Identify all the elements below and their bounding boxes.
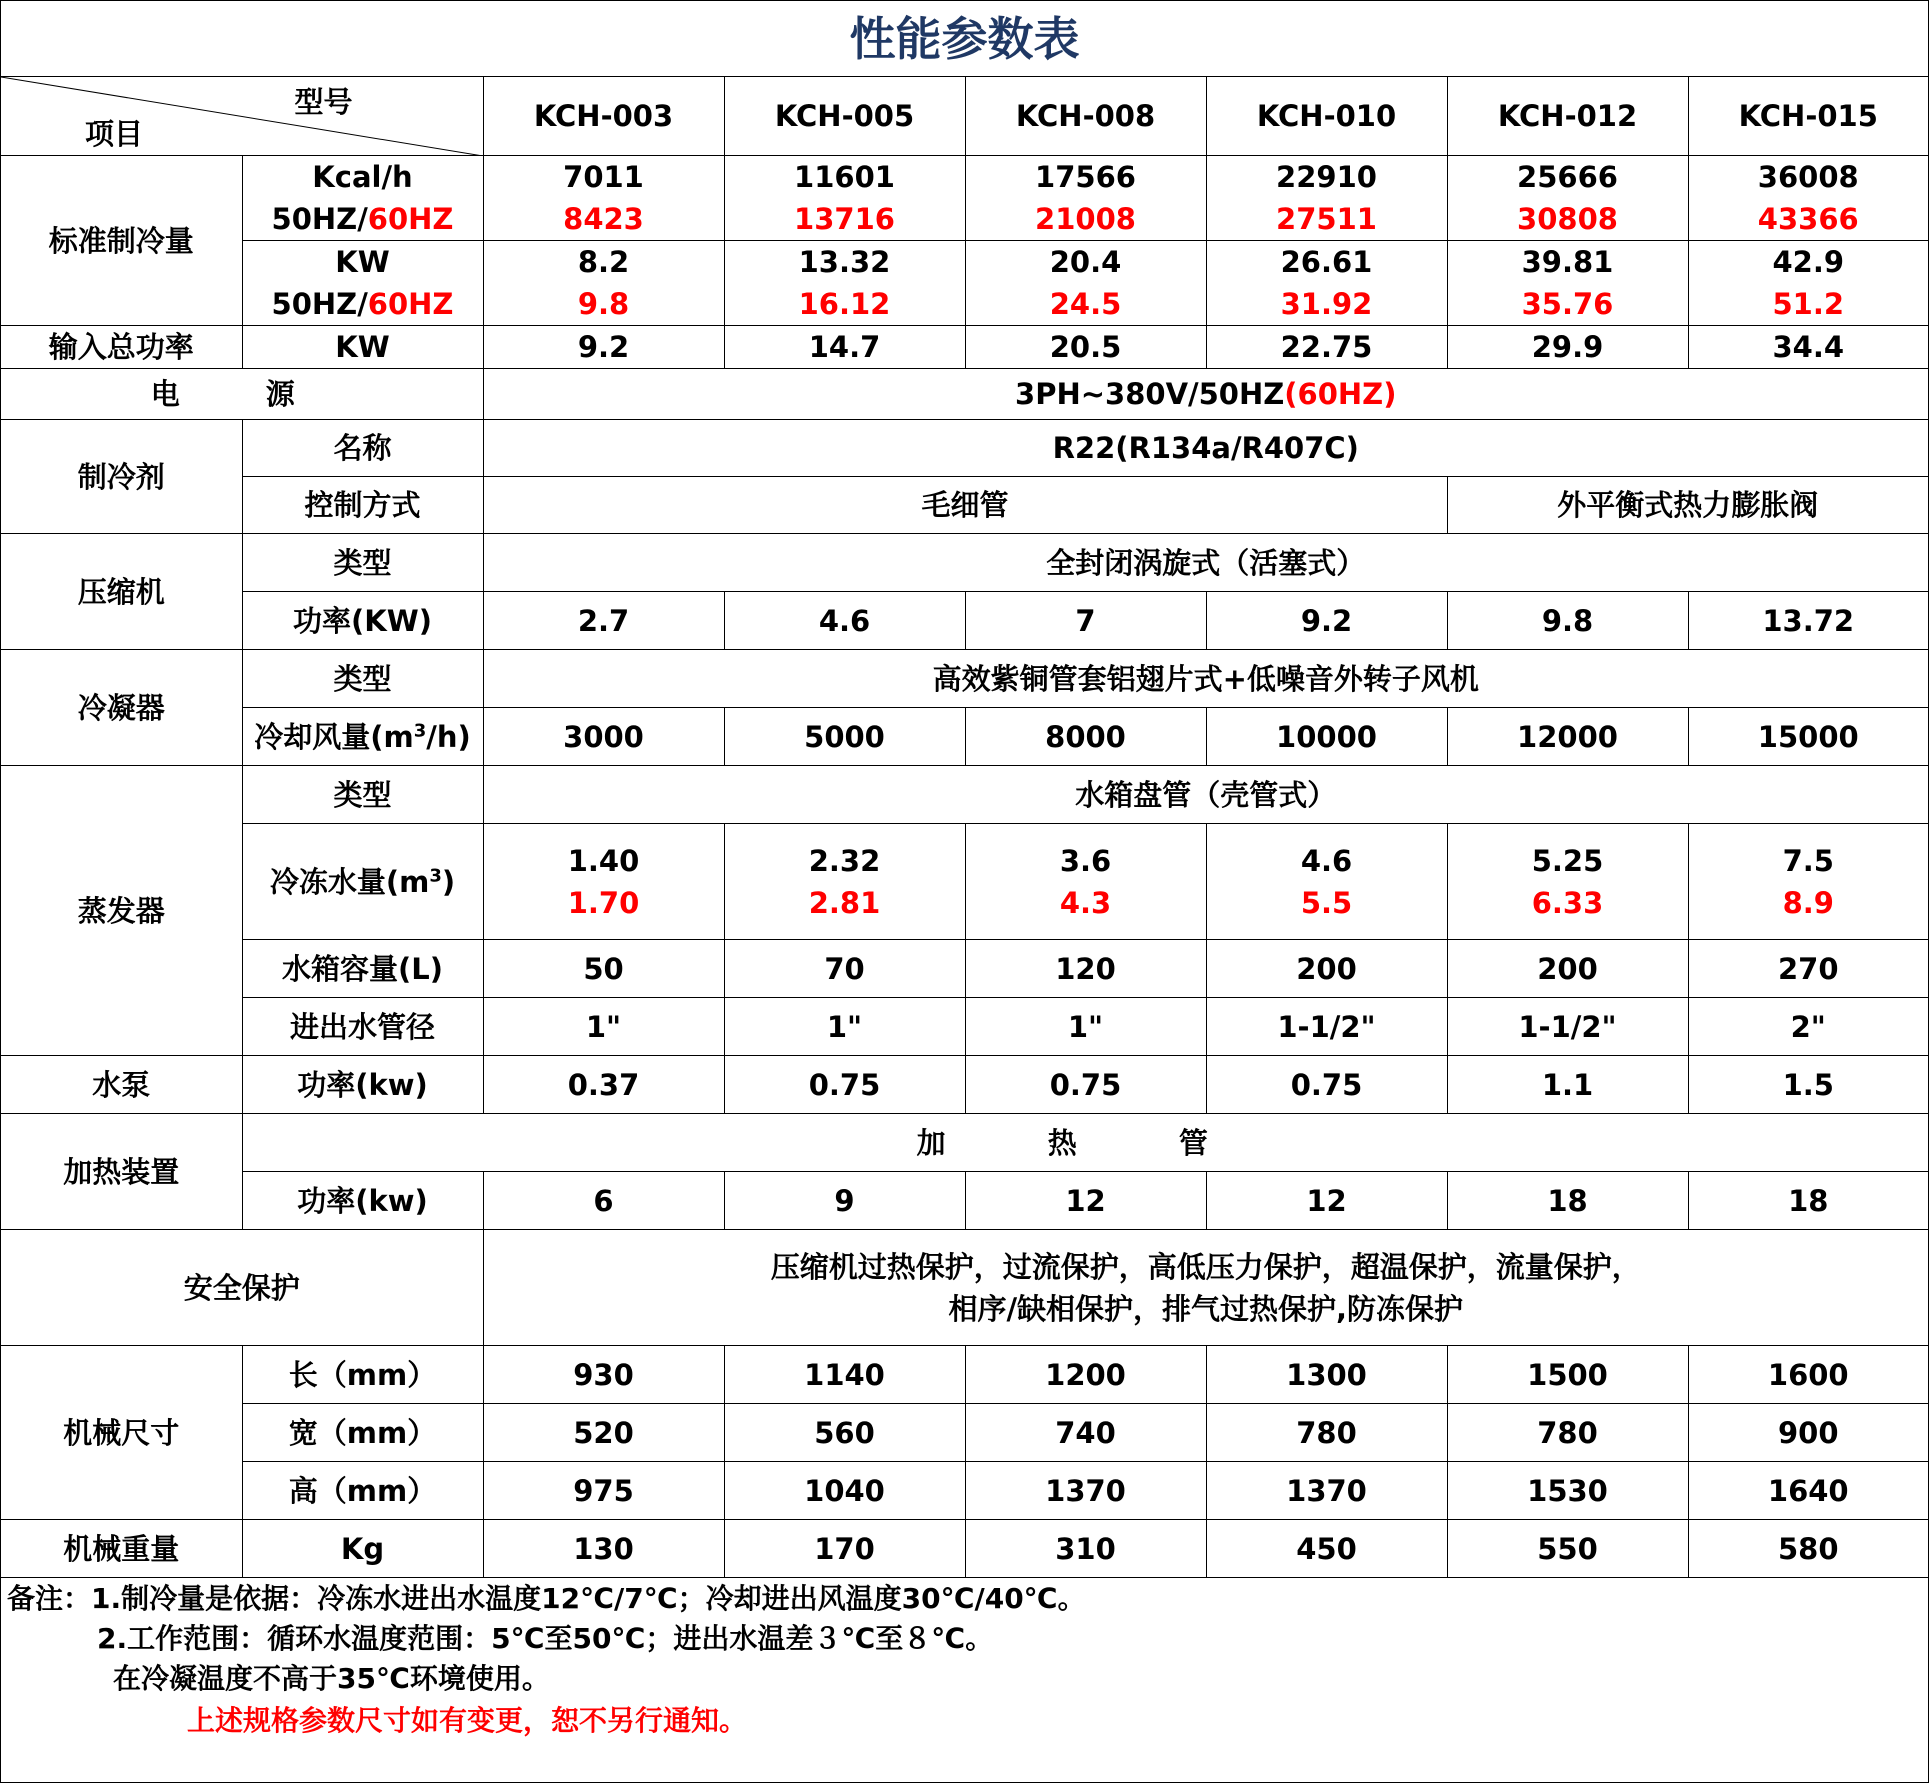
cell: 9: [724, 1172, 965, 1230]
cell: 3000: [483, 708, 724, 766]
cell: 39.81 35.76: [1447, 241, 1688, 326]
cell: 13.32 16.12: [724, 241, 965, 326]
cell: 1": [965, 998, 1206, 1056]
cooling-label: 标准制冷量: [1, 156, 242, 326]
evaporator-pipe-row: [1, 998, 1928, 1056]
cell: 6: [483, 1172, 724, 1230]
cell: 8000: [965, 708, 1206, 766]
dim-width-row: [1, 1404, 1928, 1462]
cell: 1.5: [1688, 1056, 1928, 1114]
heater-power-label: 功率(kw): [242, 1172, 483, 1230]
model-header: KCH-008: [965, 77, 1206, 156]
cell: 780: [1206, 1404, 1447, 1462]
cell: 29.9: [1447, 326, 1688, 369]
air-label: 冷却风量$(m^3/h)$: [242, 708, 483, 766]
cell: 780: [1447, 1404, 1688, 1462]
width-label: 宽（mm）: [242, 1404, 483, 1462]
note-1: 备注：1.制冷量是依据：冷冻水进出水温度12℃/7℃；冷却进出风温度30℃/40℃。: [7, 1582, 1086, 1615]
pump-row: [1, 1056, 1928, 1114]
evaporator-type-label: 类型: [242, 766, 483, 824]
dimensions-label: 机械尺寸: [1, 1346, 242, 1520]
compressor-power-label: 功率(KW): [242, 592, 483, 650]
refrigerant-name-row: [1, 420, 1928, 477]
cell: 1.1: [1447, 1056, 1688, 1114]
evaporator-flow-row: [1, 824, 1928, 940]
cell: 5.25 6.33: [1447, 824, 1688, 940]
cell: 120: [965, 940, 1206, 998]
cell: 0.75: [965, 1056, 1206, 1114]
length-label: 长（mm）: [242, 1346, 483, 1404]
cell: 12: [1206, 1172, 1447, 1230]
cell: 1600: [1688, 1346, 1928, 1404]
heater-power-row: [1, 1172, 1928, 1230]
note-3: 在冷凝温度不高于35℃环境使用。: [113, 1662, 550, 1695]
cell: 34.4: [1688, 326, 1928, 369]
cell: 1040: [724, 1462, 965, 1520]
cell: 70: [724, 940, 965, 998]
cell: 7011 8423: [483, 156, 724, 241]
note-4: 上述规格参数尺寸如有变更，恕不另行通知。: [187, 1704, 748, 1737]
refrigerant-label: 制冷剂: [1, 420, 242, 534]
cell: 18: [1447, 1172, 1688, 1230]
pump-label: 水泵: [1, 1056, 242, 1114]
cell: 8.2 9.8: [483, 241, 724, 326]
cell: 2.7: [483, 592, 724, 650]
model-header: KCH-015: [1688, 77, 1928, 156]
condenser-type-label: 类型: [242, 650, 483, 708]
compressor-label: 压缩机: [1, 534, 242, 650]
weight-row: [1, 1520, 1928, 1578]
model-header: KCH-005: [724, 77, 965, 156]
cell: 22.75: [1206, 326, 1447, 369]
cell: 900: [1688, 1404, 1928, 1462]
cell: 975: [483, 1462, 724, 1520]
cell: 9.8: [1447, 592, 1688, 650]
condenser-air-row: [1, 708, 1928, 766]
cell: 11601 13716: [724, 156, 965, 241]
cell: 0.75: [724, 1056, 965, 1114]
cell: 9.2: [483, 326, 724, 369]
item-label: 项目: [85, 117, 144, 151]
evaporator-tank-row: [1, 940, 1928, 998]
cell: 0.37: [483, 1056, 724, 1114]
heater-type-value: 加 热 管: [242, 1114, 1928, 1172]
height-label: 高（mm）: [242, 1462, 483, 1520]
cell: 560: [724, 1404, 965, 1462]
cell: 7: [965, 592, 1206, 650]
cell: 580: [1688, 1520, 1928, 1578]
cell: 1370: [965, 1462, 1206, 1520]
cell: 18: [1688, 1172, 1928, 1230]
cell: 1": [483, 998, 724, 1056]
model-header: KCH-003: [483, 77, 724, 156]
cell: 3.6 4.3: [965, 824, 1206, 940]
evaporator-type-value: 水箱盘管（壳管式）: [483, 766, 1928, 824]
cell: 310: [965, 1520, 1206, 1578]
weight-unit: Kg: [242, 1520, 483, 1578]
refrigerant-name-label: 名称: [242, 420, 483, 477]
safety-value: 压缩机过热保护，过流保护，高低压力保护，超温保护，流量保护， 相序/缺相保护，排气过热保护,防冻保护: [483, 1230, 1928, 1346]
tank-label: 水箱容量(L): [242, 940, 483, 998]
cell: 1-1/2": [1447, 998, 1688, 1056]
safety-label: 安全保护: [1, 1230, 483, 1346]
weight-label: 机械重量: [1, 1520, 242, 1578]
cell: 20.5: [965, 326, 1206, 369]
page-title: 性能参数表: [1, 1, 1928, 77]
cooling-kw-row: [1, 241, 1928, 326]
flow-label: 冷冻水量$(m^3)$: [242, 824, 483, 940]
cell: 25666 30808: [1447, 156, 1688, 241]
compressor-type-row: [1, 534, 1928, 592]
cell: 5000: [724, 708, 965, 766]
cell: 450: [1206, 1520, 1447, 1578]
cooling-kw-unit: KW 50HZ/60HZ: [242, 241, 483, 326]
model-header: KCH-010: [1206, 77, 1447, 156]
heater-type-row: [1, 1114, 1928, 1172]
cell: 26.61 31.92: [1206, 241, 1447, 326]
cell: 200: [1206, 940, 1447, 998]
cell: 9.2: [1206, 592, 1447, 650]
cell: 13.72: [1688, 592, 1928, 650]
cell: 50: [483, 940, 724, 998]
cell: 1-1/2": [1206, 998, 1447, 1056]
cell: 42.9 51.2: [1688, 241, 1928, 326]
cell: 22910 27511: [1206, 156, 1447, 241]
cell: 1200: [965, 1346, 1206, 1404]
cooling-kcal-row: [1, 156, 1928, 241]
control-value-a: 毛细管: [483, 477, 1447, 534]
cell: 1500: [1447, 1346, 1688, 1404]
note-2: 2.工作范围：循环水温度范围：5℃至50℃；进出水温差３℃至８℃。: [97, 1622, 994, 1655]
pump-power-label: 功率(kw): [242, 1056, 483, 1114]
cell: 0.75: [1206, 1056, 1447, 1114]
cell: 4.6 5.5: [1206, 824, 1447, 940]
cell: 10000: [1206, 708, 1447, 766]
cell: 930: [483, 1346, 724, 1404]
cell: 4.6: [724, 592, 965, 650]
control-value-b: 外平衡式热力膨胀阀: [1447, 477, 1928, 534]
refrigerant-name-value: R22(R134a/R407C): [483, 420, 1928, 477]
cell: 1370: [1206, 1462, 1447, 1520]
cell: 1140: [724, 1346, 965, 1404]
dim-height-row: [1, 1462, 1928, 1520]
evaporator-type-row: [1, 766, 1928, 824]
safety-row: [1, 1230, 1928, 1346]
cell: 270: [1688, 940, 1928, 998]
cell: 12: [965, 1172, 1206, 1230]
header-corner: [1, 77, 483, 156]
control-label: 控制方式: [242, 477, 483, 534]
input-power-label: 输入总功率: [1, 326, 242, 369]
power-supply-value: 3PH~380V/50HZ(60HZ): [483, 369, 1928, 420]
cell: 2.32 2.81: [724, 824, 965, 940]
cell: 1300: [1206, 1346, 1447, 1404]
cell: 20.4 24.5: [965, 241, 1206, 326]
cell: 520: [483, 1404, 724, 1462]
pipe-label: 进出水管径: [242, 998, 483, 1056]
heater-label: 加热装置: [1, 1114, 242, 1230]
input-power-unit: KW: [242, 326, 483, 369]
cell: 130: [483, 1520, 724, 1578]
cell: 200: [1447, 940, 1688, 998]
refrigerant-control-row: [1, 477, 1928, 534]
input-power-row: [1, 326, 1928, 369]
model-label: 型号: [294, 85, 353, 119]
cell: 170: [724, 1520, 965, 1578]
cell: 7.5 8.9: [1688, 824, 1928, 940]
cell: 14.7: [724, 326, 965, 369]
cell: 1": [724, 998, 965, 1056]
condenser-label: 冷凝器: [1, 650, 242, 766]
evaporator-label: 蒸发器: [1, 766, 242, 1056]
cell: 36008 43366: [1688, 156, 1928, 241]
power-supply-label: 电 源: [1, 369, 483, 420]
cell: 15000: [1688, 708, 1928, 766]
compressor-type-value: 全封闭涡旋式（活塞式）: [483, 534, 1928, 592]
header-row: [1, 77, 1928, 156]
power-supply-row: [1, 369, 1928, 420]
cooling-kcal-unit: Kcal/h 50HZ/60HZ: [242, 156, 483, 241]
cell: 17566 21008: [965, 156, 1206, 241]
condenser-type-value: 高效紫铜管套铝翅片式+低噪音外转子风机: [483, 650, 1928, 708]
compressor-type-label: 类型: [242, 534, 483, 592]
cell: 740: [965, 1404, 1206, 1462]
notes: [1, 1571, 1928, 1781]
cell: 1530: [1447, 1462, 1688, 1520]
cell: 1640: [1688, 1462, 1928, 1520]
diagonal-line: [1, 77, 483, 156]
spec-table: [1, 76, 1928, 1578]
dim-length-row: [1, 1346, 1928, 1404]
compressor-power-row: [1, 592, 1928, 650]
condenser-type-row: [1, 650, 1928, 708]
cell: 2": [1688, 998, 1928, 1056]
model-header: KCH-012: [1447, 77, 1688, 156]
cell: 1.40 1.70: [483, 824, 724, 940]
cell: 12000: [1447, 708, 1688, 766]
cell: 550: [1447, 1520, 1688, 1578]
